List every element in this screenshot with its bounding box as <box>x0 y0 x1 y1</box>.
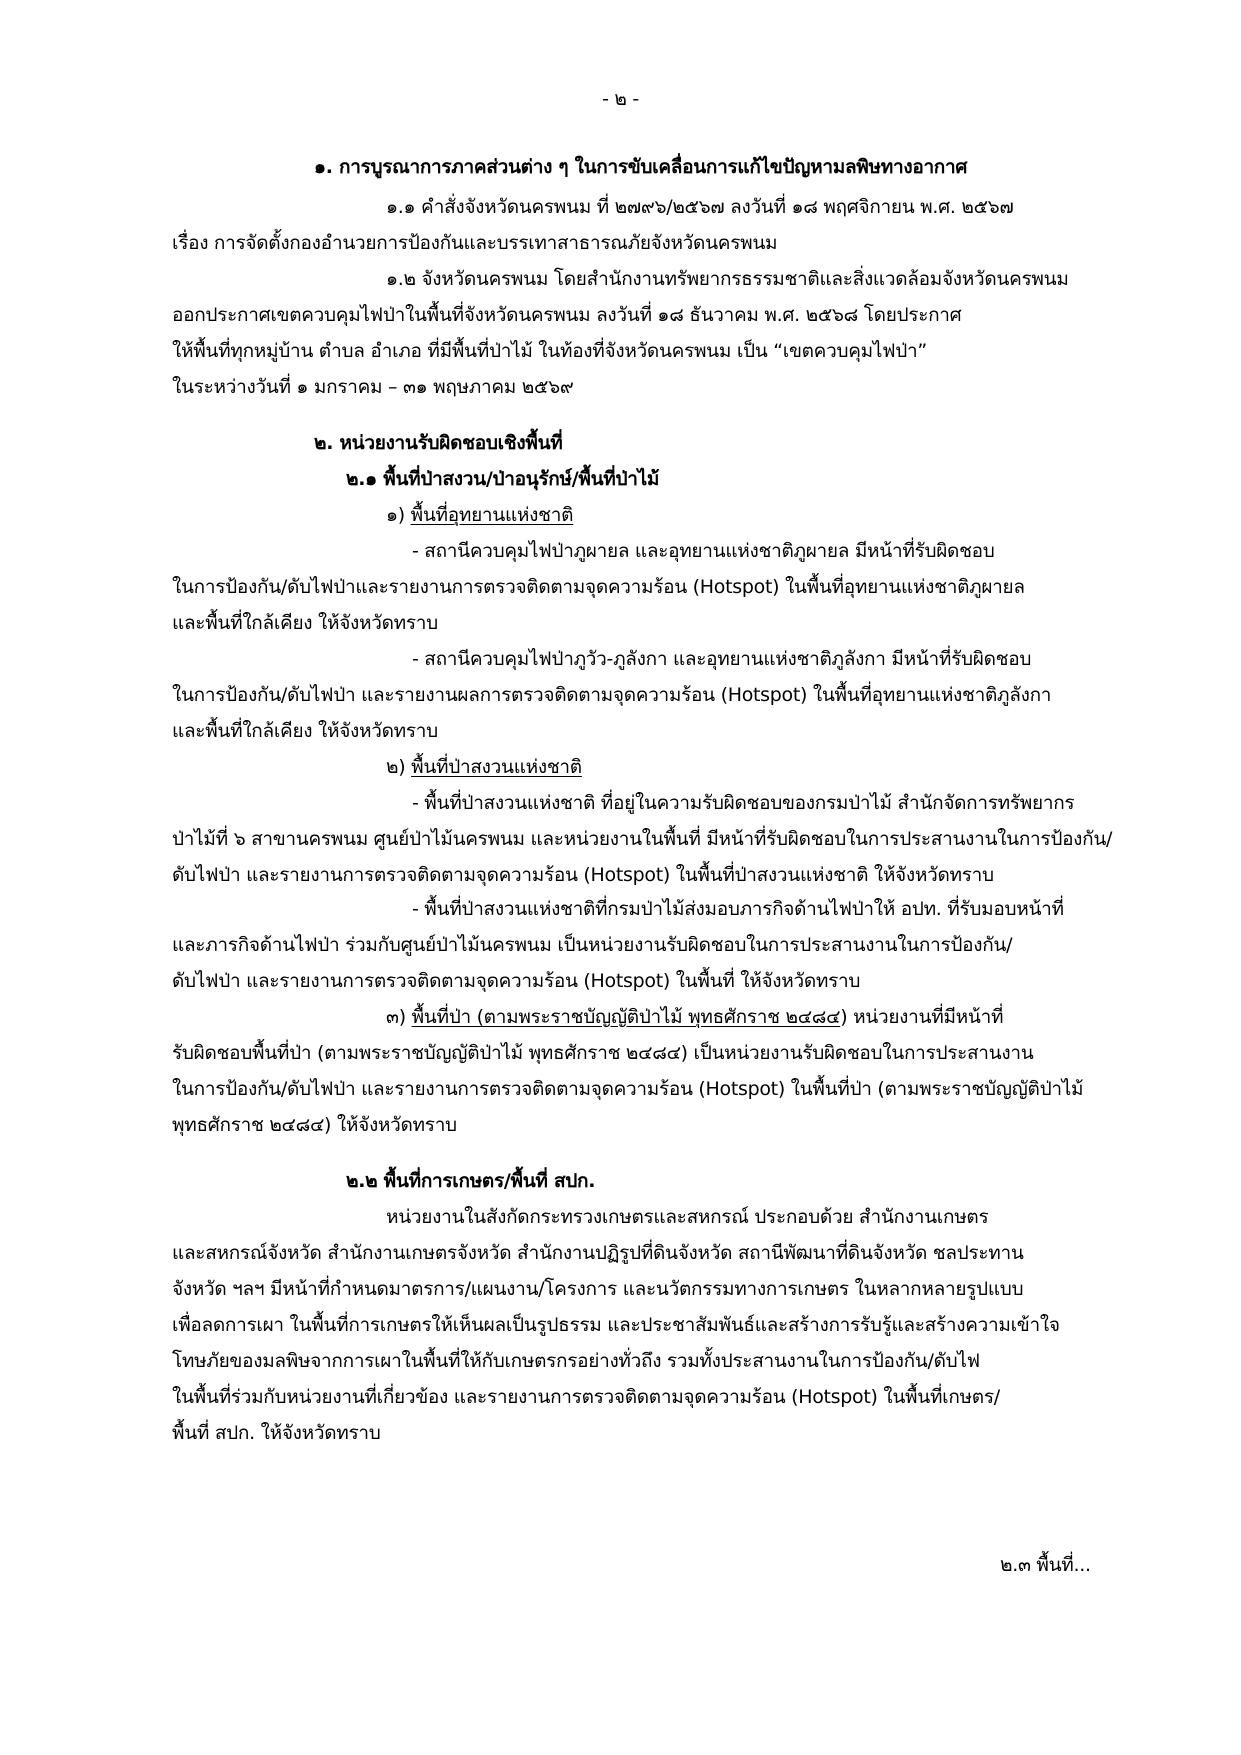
item-1-1-line-1: ๑.๑ คำสั่งจังหวัดนครพนม ที่ ๒๗๙๖/๒๕๖๗ ลงวันที่ ๑๘ พฤศจิกายน พ.ศ. ๒๕๖๗ <box>386 196 1014 218</box>
page-number: - ๒ - <box>602 88 639 110</box>
sub-2-2-line-6: ในพื้นที่ร่วมกับหน่วยงานที่เกี่ยวข้อง และรายงานการตรวจติดตามจุดความร้อน (Hotspot) ในพื้นที่เกษตร/ <box>172 1386 1000 1408</box>
item-1-2-line-4: ในระหว่างวันที่ ๑ มกราคม – ๓๑ พฤษภาคม ๒๕๖๙ <box>172 376 574 398</box>
item-2-bullet-a-line-1: - พื้นที่ป่าสงวนแห่งชาติ ที่อยู่ในความรับผิดชอบของกรมป่าไม้ สำนักจัดการทรัพยากร <box>412 792 1075 814</box>
item-1-bullet-a-line-2: ในการป้องกัน/ดับไฟป่าและรายงานการตรวจติดตามจุดความร้อน (Hotspot) ในพื้นที่อุทยานแห่งชาติภูผายล <box>172 576 1025 598</box>
continuation-marker: ๒.๓ พื้นที่... <box>1000 1554 1091 1576</box>
item-1-bullet-b-line-1: - สถานีควบคุมไฟป่าภูวัว-ภูลังกา และอุทยานแห่งชาติภูลังกา มีหน้าที่รับผิดชอบ <box>412 648 1032 670</box>
sub-2-2-line-5: โทษภัยของมลพิษจากการเผาในพื้นที่ให้กับเกษตรกรอย่างทั่วถึง รวมทั้งประสานงานในการป้องกัน/ดับไฟ <box>172 1350 980 1372</box>
item-2-heading <box>386 752 582 782</box>
item-1-bullet-b-line-3: และพื้นที่ใกล้เคียง ให้จังหวัดทราบ <box>172 720 438 742</box>
item-1-heading <box>386 500 573 530</box>
subsection-2-1-heading: ๒.๑ พื้นที่ป่าสงวน/ป่าอนุรักษ์/พื้นที่ป่าไม้ <box>346 468 660 490</box>
sub-2-2-line-3: จังหวัด ฯลฯ มีหน้าที่กำหนดมาตรการ/แผนงาน/โครงการ และนวัตกรรมทางการเกษตร ในหลากหลายรูปแบบ <box>172 1278 1024 1300</box>
item-1-bullet-a-line-3: และพื้นที่ใกล้เคียง ให้จังหวัดทราบ <box>172 612 438 634</box>
subsection-2-2-heading: ๒.๒ พื้นที่การเกษตร/พื้นที่ สปก. <box>346 1170 596 1192</box>
item-3-heading <box>386 1002 1003 1032</box>
item-2-bullet-b-line-1: - พื้นที่ป่าสงวนแห่งชาติที่กรมป่าไม้ส่งมอบภารกิจด้านไฟป่าให้ อปท. ที่รับมอบหน้าที่ <box>412 898 1064 920</box>
item-1-1-line-2: เรื่อง การจัดตั้งกองอำนวยการป้องกันและบรรเทาสาธารณภัยจังหวัดนครพนม <box>172 232 778 254</box>
item-3-title-tail: ) หน่วยงานที่มีหน้าที่ <box>840 1006 1004 1028</box>
item-2-bullet-a-line-3: ดับไฟป่า และรายงานการตรวจติดตามจุดความร้อน (Hotspot) ในพื้นที่ป่าสงวนแห่งชาติ ให้จังหวัดทราบ <box>172 864 994 886</box>
item-2-number: ๒) <box>386 756 406 778</box>
sub-2-2-line-1: หน่วยงานในสังกัดกระทรวงเกษตรและสหกรณ์ ประกอบด้วย สำนักงานเกษตร <box>386 1206 989 1228</box>
item-3-line-3: พุทธศักราช ๒๔๘๔) ให้จังหวัดทราบ <box>172 1114 457 1136</box>
item-2-bullet-b-line-3: ดับไฟป่า และรายงานการตรวจติดตามจุดความร้อน (Hotspot) ในพื้นที่ ให้จังหวัดทราบ <box>172 970 861 992</box>
sub-2-2-line-2: และสหกรณ์จังหวัด สำนักงานเกษตรจังหวัด สำนักงานปฏิรูปที่ดินจังหวัด สถานีพัฒนาที่ดินจังหวัด ชลประทาน <box>172 1242 1024 1264</box>
section-2-heading: ๒. หน่วยงานรับผิดชอบเชิงพื้นที่ <box>314 432 563 454</box>
item-1-bullet-a-line-1: - สถานีควบคุมไฟป่าภูผายล และอุทยานแห่งชาติภูผายล มีหน้าที่รับผิดชอบ <box>412 540 995 562</box>
item-1-number: ๑) <box>386 504 405 526</box>
sub-2-2-line-7: พื้นที่ สปก. ให้จังหวัดทราบ <box>172 1422 381 1444</box>
item-3-line-2: ในการป้องกัน/ดับไฟป่า และรายงานการตรวจติดตามจุดความร้อน (Hotspot) ในพื้นที่ป่า (ตามพระราชบัญญัติป่าไม้ <box>172 1078 1084 1100</box>
item-3-number: ๓) <box>386 1006 406 1028</box>
item-2-bullet-a-line-2: ป่าไม้ที่ ๖ สาขานครพนม ศูนย์ป่าไม้นครพนม และหน่วยงานในพื้นที่ มีหน้าที่รับผิดชอบในการประสานงานในการป้องกัน/ <box>172 828 1113 850</box>
item-1-2-line-3: ให้พื้นที่ทุกหมู่บ้าน ตำบล อำเภอ ที่มีพื้นที่ป่าไม้ ในท้องที่จังหวัดนครพนม เป็น “เขตควบคุมไฟป่า” <box>172 340 927 362</box>
item-1-2-line-2: ออกประกาศเขตควบคุมไฟป่าในพื้นที่จังหวัดนครพนม ลงวันที่ ๑๘ ธันวาคม พ.ศ. ๒๕๖๘ โดยประกาศ <box>172 304 962 326</box>
item-3-title: พื้นที่ป่า (ตามพระราชบัญญัติป่าไม้ พุทธศักราช ๒๔๘๔ <box>411 1006 841 1028</box>
item-2-bullet-b-line-2: และภารกิจด้านไฟป่า ร่วมกับศูนย์ป่าไม้นครพนม เป็นหน่วยงานรับผิดชอบในการประสานงานในการป้องกัน/ <box>172 934 1013 956</box>
item-2-title: พื้นที่ป่าสงวนแห่งชาติ <box>411 756 582 778</box>
sub-2-2-line-4: เพื่อลดการเผา ในพื้นที่การเกษตรให้เห็นผลเป็นรูปธรรม และประชาสัมพันธ์และสร้างการรับรู้และสร้างความเข้าใจ <box>172 1314 1060 1336</box>
section-1-heading: ๑. การบูรณาการภาคส่วนต่าง ๆ ในการขับเคลื่อนการแก้ไขปัญหามลพิษทางอากาศ <box>314 156 968 178</box>
item-1-2-line-1: ๑.๒ จังหวัดนครพนม โดยสำนักงานทรัพยากรธรรมชาติและสิ่งแวดล้อมจังหวัดนครพนม <box>386 268 1069 290</box>
item-1-bullet-b-line-2: ในการป้องกัน/ดับไฟป่า และรายงานผลการตรวจติดตามจุดความร้อน (Hotspot) ในพื้นที่อุทยานแห่งชาติภูลังกา <box>172 684 1052 706</box>
item-1-title: พื้นที่อุทยานแห่งชาติ <box>410 504 574 526</box>
item-3-line-1: รับผิดชอบพื้นที่ป่า (ตามพระราชบัญญัติป่าไม้ พุทธศักราช ๒๔๘๔) เป็นหน่วยงานรับผิดชอบในการประสานงาน <box>172 1042 1034 1064</box>
